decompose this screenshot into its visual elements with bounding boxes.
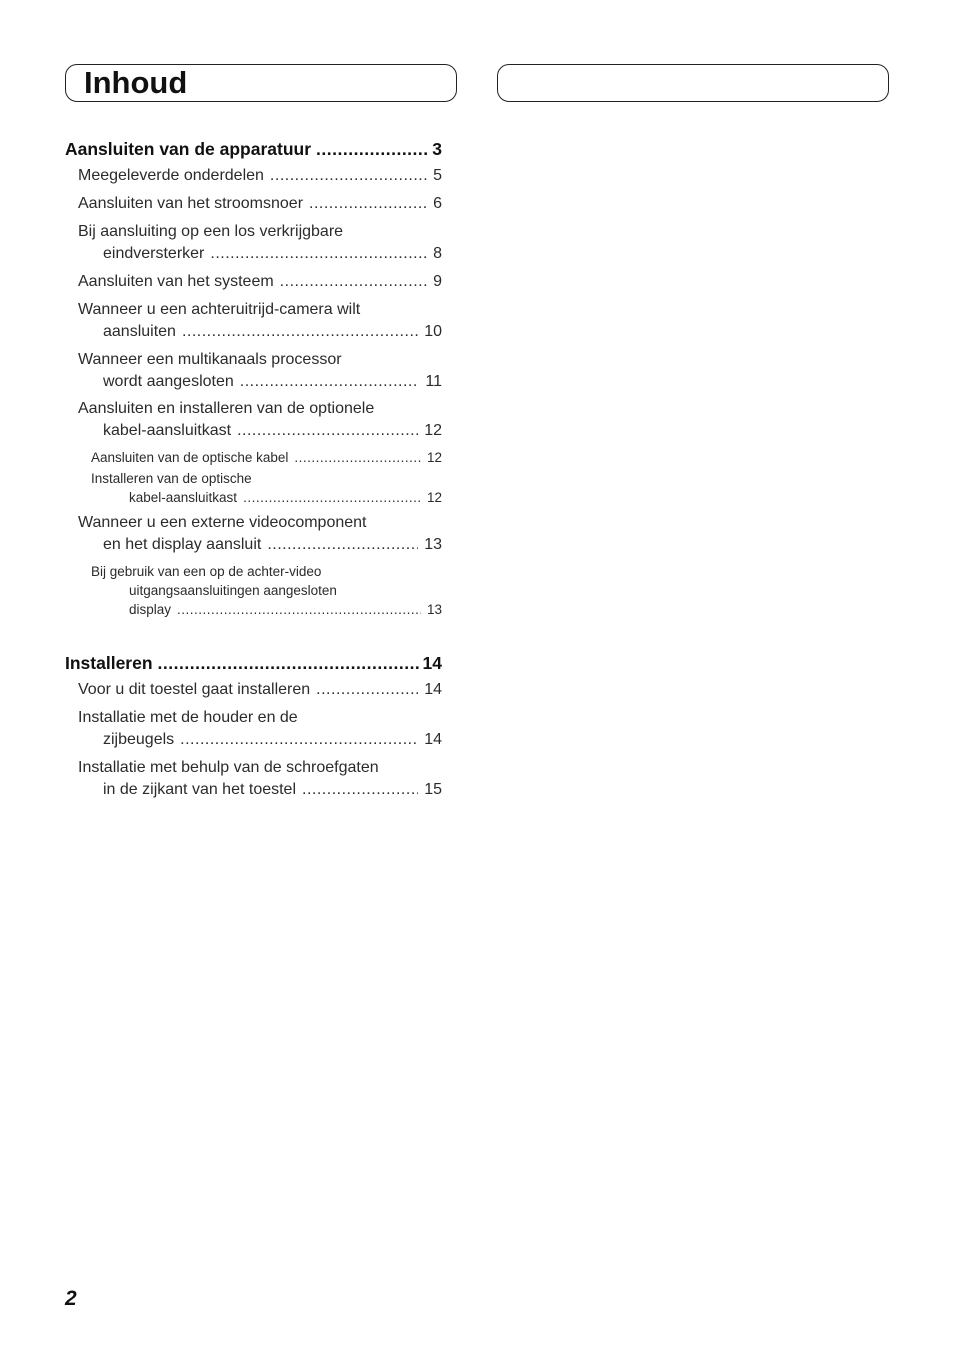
dot-leader [280,271,427,293]
toc-entry-line [65,349,442,371]
page-number: 2 [65,1287,77,1310]
toc-entry-title: en het display aansluit [103,536,262,553]
toc-entry-title: Installeren van de optische [91,471,252,486]
dot-leader [210,243,427,265]
toc-entry-title: eindversterker [103,245,205,262]
toc-page-number: 13 [426,602,442,617]
dot-leader [182,321,418,343]
toc-entry-line [65,165,442,187]
toc-entry-title: in de zijkant van het toestel [103,781,297,798]
toc-entry-line [65,581,442,600]
toc-entry-line [65,138,442,160]
toc-page-number: 3 [432,139,442,159]
toc-entry-title: Aansluiten van de apparatuur [65,139,312,159]
toc-entry-title: Wanneer u een externe videocomponent [78,514,367,531]
toc-page-number: 10 [424,323,442,340]
dot-leader [243,488,421,507]
toc-entry-line [65,707,442,729]
toc-entry-line [65,243,442,265]
toc-entry-line [65,299,442,321]
toc-entry-line [65,448,442,467]
toc-entry-title: Installeren [65,653,153,673]
toc-page-number: 15 [424,781,442,798]
title-box [65,64,457,102]
toc-entry-title: kabel-aansluitkast [129,490,238,505]
toc-page-number: 9 [433,273,442,290]
toc-entry-line [65,779,442,801]
dot-leader [240,371,420,393]
dot-leader [237,420,418,442]
toc-entry-title: wordt aangesloten [103,373,234,390]
toc-entry-title: Bij gebruik van een op de achter-video [91,564,322,579]
toc-entry-line [65,729,442,751]
toc-entry-title: aansluiten [103,323,176,340]
toc-entry-title: Meegeleverde onderdelen [78,167,264,184]
dot-leader [302,779,418,801]
dot-leader [309,193,427,215]
empty-title-box [497,64,889,102]
toc-entry-line [65,193,442,215]
toc-page-number: 12 [424,422,442,439]
toc-entry-title: Voor u dit toestel gaat installeren [78,681,311,698]
toc-entry-line [65,652,442,674]
toc-entry-title: Installatie met de houder en de [78,709,298,726]
toc-page-number: 11 [425,373,442,390]
toc-entry-line [65,757,442,779]
toc-entry-line [65,469,442,488]
dot-leader [294,448,421,467]
toc-page-number: 12 [426,450,442,465]
toc-entry-line [65,562,442,581]
dot-leader [316,679,418,701]
toc-entry-title: Wanneer u een achteruitrijd-camera wilt [78,301,361,318]
toc-entry-title: Aansluiten van het stroomsnoer [78,195,304,212]
dot-leader [267,534,418,556]
toc-entry-title: display [129,602,172,617]
toc-entry-line [65,271,442,293]
toc-entry-line [65,221,442,243]
toc-entry-line [65,420,442,442]
toc-page-number: 14 [422,653,442,673]
toc-entry-title: Aansluiten en installeren van de optionele [78,400,375,417]
toc-entry-title: Aansluiten van het systeem [78,273,274,290]
dot-leader [158,652,419,674]
toc-page-number: 6 [433,195,442,212]
toc-entry-title: uitgangsaansluitingen aangesloten [129,583,337,598]
toc-page-number: 14 [424,681,442,698]
toc-entry-title: Installatie met behulp van de schroefgaten [78,759,379,776]
dot-leader [180,729,418,751]
toc-entry-line [65,679,442,701]
toc-entry-title: Aansluiten van de optische kabel [91,450,289,465]
toc-entry-line [65,600,442,619]
toc-entry-title: zijbeugels [103,731,175,748]
toc-page-number: 13 [424,536,442,553]
toc-entry-line [65,321,442,343]
toc-page-number: 8 [433,245,442,262]
toc-entry-title: Wanneer een multikanaals processor [78,351,342,368]
dot-leader [270,165,427,187]
toc-page-number: 5 [433,167,442,184]
toc-entry-line [65,398,442,420]
toc-entry-line [65,371,442,393]
dot-leader [177,600,421,619]
dot-leader [316,138,428,160]
toc-entry-line [65,534,442,556]
toc-entry-line [65,512,442,534]
toc-entry-title: kabel-aansluitkast [103,422,232,439]
toc-entry-line [65,488,442,507]
page-title: Inhoud [84,65,188,100]
toc-page-number: 12 [426,490,442,505]
toc-page-number: 14 [424,731,442,748]
toc-entry-title: Bij aansluiting op een los verkrijgbare [78,223,344,240]
